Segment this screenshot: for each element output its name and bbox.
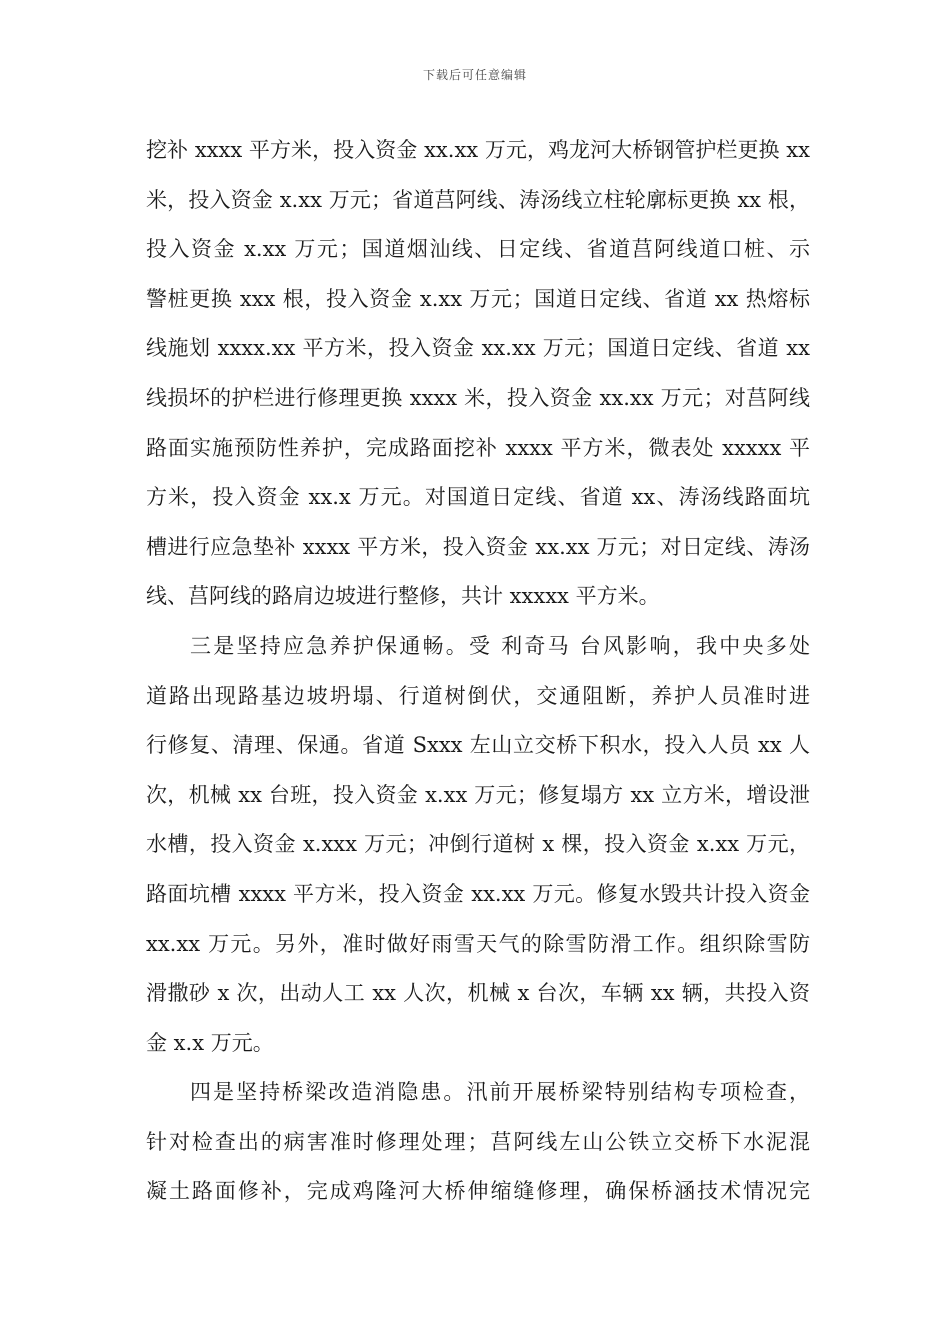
text-line: 道路出现路基边坡坍塌、行道树倒伏，交通阻断，养护人员准时进: [146, 683, 810, 708]
text-line: 投入资金 x.xx 万元；国道烟汕线、日定线、省道莒阿线道口桩、示: [146, 237, 810, 262]
text-line: 警桩更换 xxx 根，投入资金 x.xx 万元；国道日定线、省道 xx 热熔标: [146, 286, 810, 311]
text-line: 路面实施预防性养护，完成路面挖补 xxxx 平方米，微表处 xxxxx 平: [146, 435, 810, 460]
text-line: 挖补 xxxx 平方米，投入资金 xx.xx 万元，鸡龙河大桥钢管护栏更换 xx: [146, 138, 810, 162]
paragraph-emergency-maintenance: [146, 622, 810, 1068]
text-line: 米，投入资金 x.xx 万元；省道莒阿线、涛汤线立柱轮廓标更换 xx 根，: [146, 187, 810, 212]
page-header: 下载后可任意编辑: [422, 68, 527, 82]
text-line: 行修复、清理、保通。省道 Sxxx 左山立交桥下积水，投入人员 xx 人: [146, 733, 810, 758]
text-line: 方米，投入资金 xx.x 万元。对国道日定线、省道 xx、涛汤线路面坑: [146, 485, 810, 510]
text-line: 线损坏的护栏进行修理更换 xxxx 米，投入资金 xx.xx 万元；对莒阿线: [146, 385, 810, 410]
text-line: 凝土路面修补，完成鸡隆河大桥伸缩缝修理，确保桥涵技术情况完: [146, 1179, 810, 1204]
paragraph-continuation: [146, 126, 810, 622]
text-line: 槽进行应急垫补 xxxx 平方米，投入资金 xx.xx 万元；对日定线、涛汤: [146, 534, 810, 559]
text-line: 次，机械 xx 台班，投入资金 x.xx 万元；修复塌方 xx 立方米，增设泄: [146, 782, 810, 807]
paragraph-bridge-renovation: [146, 1068, 810, 1217]
text-line: 线施划 xxxx.xx 平方米，投入资金 xx.xx 万元；国道日定线、省道 xx: [146, 336, 810, 361]
text-line: 线、莒阿线的路肩边坡进行整修，共计 xxxxx 平方米。: [146, 584, 660, 609]
text-line: 三是坚持应急养护保通畅。受 利奇马 台风影响，我中央多处: [190, 633, 810, 658]
document-body: [146, 126, 810, 1217]
text-line: 金 x.x 万元。: [146, 1030, 274, 1055]
text-line: xx.xx 万元。另外，准时做好雨雪天气的除雪防滑工作。组织除雪防: [146, 931, 810, 956]
text-line: 四是坚持桥梁改造消隐患。汛前开展桥梁特别结构专项检查，: [190, 1080, 810, 1105]
text-line: 滑撒砂 x 次，出动人工 xx 人次，机械 x 台次，车辆 xx 辆，共投入资: [146, 981, 810, 1006]
text-line: 水槽，投入资金 x.xxx 万元；冲倒行道树 x 棵，投入资金 x.xx 万元，: [146, 832, 810, 857]
text-line: 针对检查出的病害准时修理处理；莒阿线左山公铁立交桥下水泥混: [146, 1129, 810, 1154]
text-line: 路面坑槽 xxxx 平方米，投入资金 xx.xx 万元。修复水毁共计投入资金: [146, 881, 810, 906]
